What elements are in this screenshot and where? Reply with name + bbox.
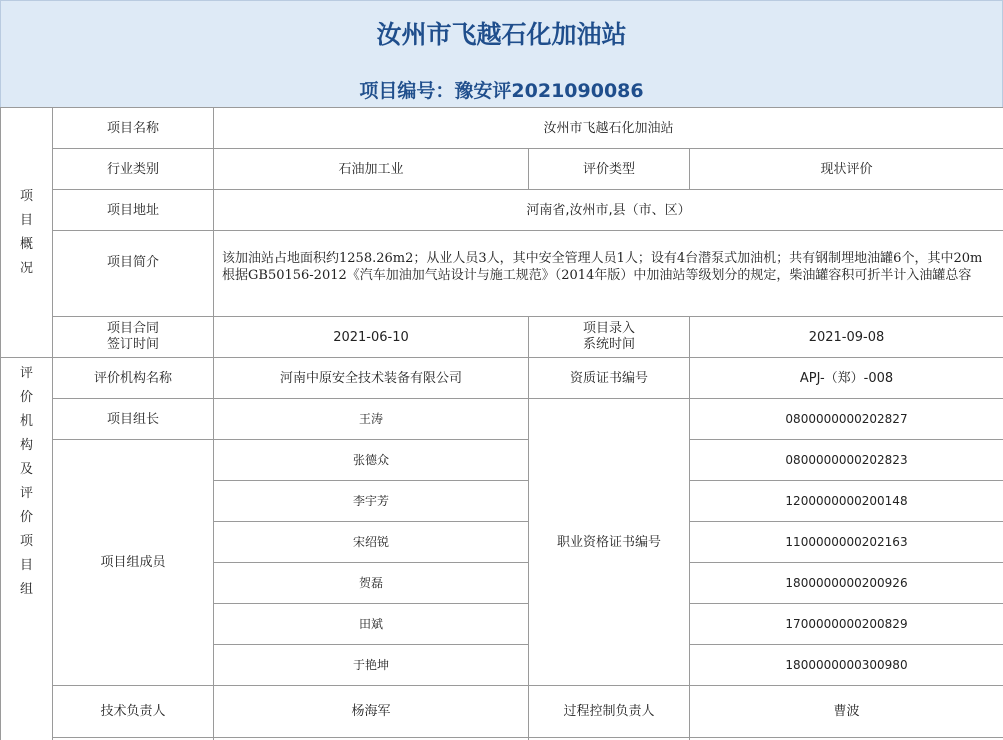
eval-type-value: 现状评价 <box>690 149 1003 190</box>
team-leader-cert: 0800000000202827 <box>690 399 1003 440</box>
summary-line: 根据GB50156-2012《汽车加油加气站设计与施工规范》（2014年版）中加油站等级划分的规定，柴油罐容积可折半计入油罐总容 <box>222 267 972 283</box>
table-row <box>1 231 1003 317</box>
project-number-label: 项目编号： <box>359 80 455 102</box>
member-name: 贺磊 <box>214 563 529 604</box>
overview-section-label: 项 目 概 况 <box>1 108 53 358</box>
contract-date-value: 2021-06-10 <box>214 317 529 358</box>
address-label: 项目地址 <box>53 190 214 231</box>
org-name-label: 评价机构名称 <box>53 358 214 399</box>
member-name: 宋绍锐 <box>214 522 529 563</box>
project-name-label: 项目名称 <box>53 108 214 149</box>
table-row <box>1 108 1003 149</box>
cert-no-value: APJ-（郑）-008 <box>690 358 1003 399</box>
summary-value <box>214 231 1003 317</box>
tech-lead-value: 杨海军 <box>214 686 529 738</box>
table-row <box>1 190 1003 231</box>
table-row <box>1 686 1003 738</box>
member-cert: 1800000000200926 <box>690 563 1003 604</box>
table-row <box>1 358 1003 399</box>
evaluation-section-label: 评 价 机 构 及 评 价 项 目 组 <box>1 358 53 740</box>
tech-lead-label: 技术负责人 <box>53 686 214 738</box>
contract-date-label: 项目合同 签订时间 <box>53 317 214 358</box>
address-value: 河南省,汝州市,县（市、区） <box>214 190 1003 231</box>
project-info-table <box>0 107 1003 740</box>
member-name: 田斌 <box>214 604 529 645</box>
member-cert: 0800000000202823 <box>690 440 1003 481</box>
team-members-label: 项目组成员 <box>53 440 214 686</box>
process-lead-label: 过程控制负责人 <box>529 686 690 738</box>
industry-label: 行业类别 <box>53 149 214 190</box>
table-row <box>1 399 1003 440</box>
table-row <box>1 440 1003 481</box>
table-row <box>1 149 1003 190</box>
project-number <box>1 76 1002 103</box>
entry-date-value: 2021-09-08 <box>690 317 1003 358</box>
page-title: 汝州市飞越石化加油站 <box>376 20 627 49</box>
table-row <box>1 317 1003 358</box>
org-name-value: 河南中原安全技术装备有限公司 <box>214 358 529 399</box>
cert-no-label: 资质证书编号 <box>529 358 690 399</box>
qualification-cert-label: 职业资格证书编号 <box>529 399 690 686</box>
member-name: 李宇芳 <box>214 481 529 522</box>
entry-date-label: 项目录入 系统时间 <box>529 317 690 358</box>
member-name: 于艳坤 <box>214 645 529 686</box>
project-number-value: 豫安评2021090086 <box>454 80 644 102</box>
summary-label: 项目简介 <box>53 231 214 317</box>
eval-type-label: 评价类型 <box>529 149 690 190</box>
summary-line: 该加油站占地面积约1258.26m2；从业人员3人，其中安全管理人员1人；设有4台潜泵式加油机；共有钢制埋地油罐6个，其中20m <box>222 250 983 266</box>
member-cert: 1100000000202163 <box>690 522 1003 563</box>
member-cert: 1200000000200148 <box>690 481 1003 522</box>
team-leader-name: 王涛 <box>214 399 529 440</box>
process-lead-value: 曹波 <box>690 686 1003 738</box>
team-leader-label: 项目组长 <box>53 399 214 440</box>
member-cert: 1800000000300980 <box>690 645 1003 686</box>
project-name-value: 汝州市飞越石化加油站 <box>214 108 1003 149</box>
member-cert: 1700000000200829 <box>690 604 1003 645</box>
industry-value: 石油加工业 <box>214 149 529 190</box>
page-header <box>0 0 1003 108</box>
member-name: 张德众 <box>214 440 529 481</box>
